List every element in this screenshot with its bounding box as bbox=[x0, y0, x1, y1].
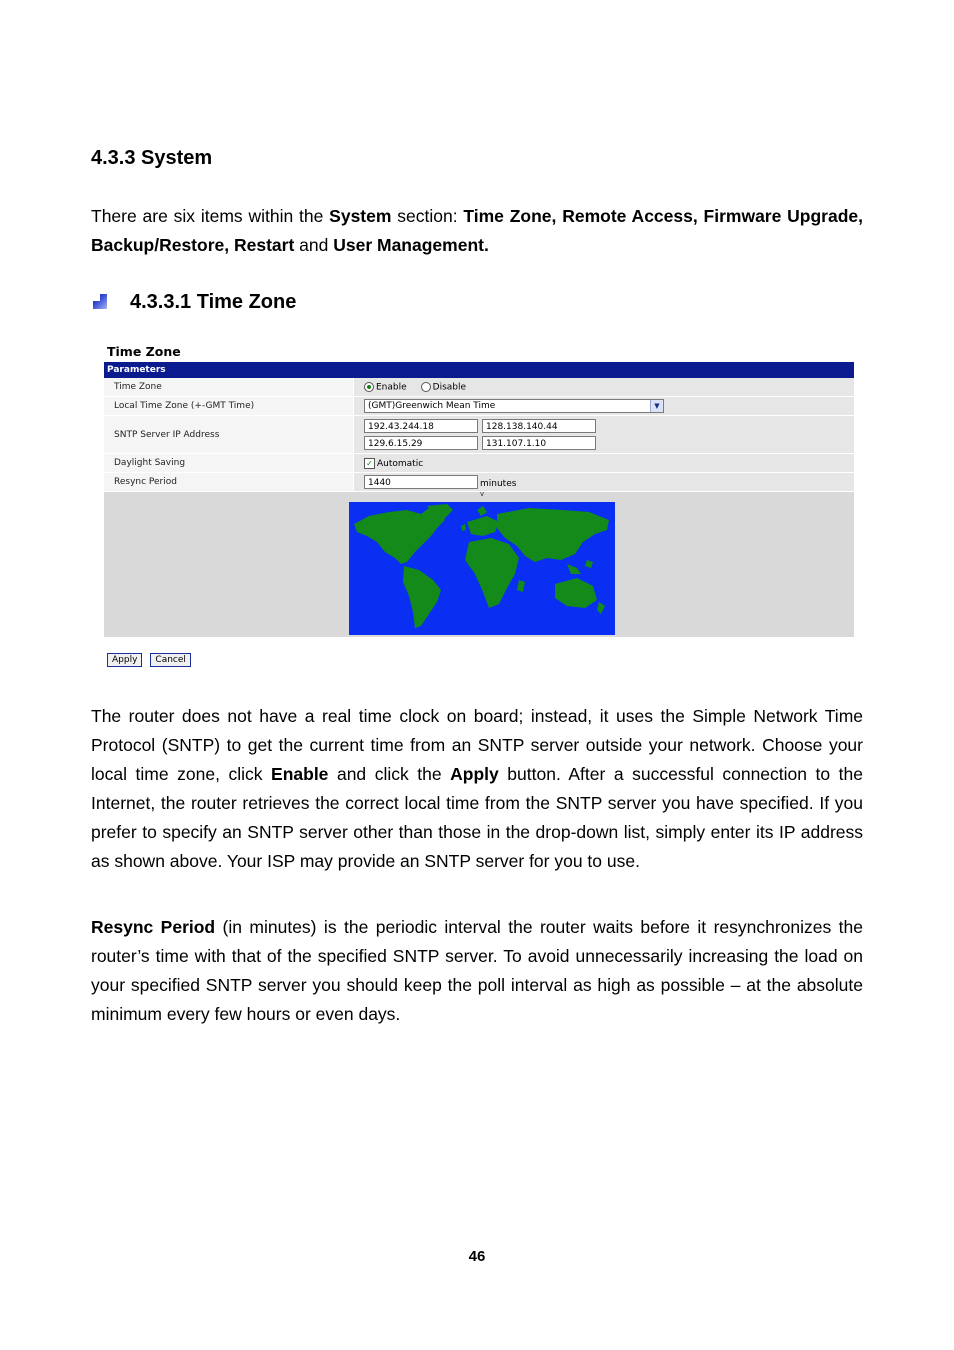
intro-paragraph bbox=[91, 202, 863, 260]
sntp-server-row bbox=[104, 416, 854, 454]
enable-radio-label: Enable bbox=[376, 382, 407, 393]
parameters-header: Parameters bbox=[104, 362, 854, 378]
resync-period-row bbox=[104, 473, 854, 492]
sntp-server-4-input[interactable]: 131.107.1.10 bbox=[482, 436, 596, 450]
resync-unit: minutes bbox=[480, 479, 517, 489]
checkmark-icon: ✓ bbox=[364, 458, 375, 469]
p1-text-a: The router does not have a real time clock on board; instead, it uses the Simple Network Time Protocol (SNTP) to get the current time from an SNTP server outside your network. Choose your local time zone, click bbox=[91, 706, 863, 784]
sntp-paragraph bbox=[91, 702, 863, 876]
p1-text-c: button. After a successful connection to the Internet, the router retrieves the correct local time from the SNTP server you have specified. If you prefer to specify an SNTP server other than those in the drop-down list, simply enter its IP address as shown above. Your ISP may provide an SNTP server for you to use. bbox=[91, 764, 864, 871]
sntp-server-3-input[interactable]: 129.6.15.29 bbox=[364, 436, 478, 450]
time-zone-screenshot bbox=[104, 342, 854, 637]
p2-resync-term: Resync Period bbox=[91, 917, 216, 937]
disable-radio-label: Disable bbox=[432, 382, 467, 393]
section-heading: 4.3.3 System bbox=[91, 147, 213, 169]
p1-enable-term: Enable bbox=[271, 764, 329, 784]
p1-apply-term: Apply bbox=[450, 764, 499, 784]
p1-text-b: and click the bbox=[328, 764, 451, 784]
sntp-server-label: SNTP Server IP Address bbox=[104, 416, 354, 453]
time-zone-row bbox=[104, 378, 854, 397]
automatic-checkbox[interactable] bbox=[364, 458, 423, 469]
heading-bullet-icon bbox=[93, 294, 107, 309]
resync-period-input[interactable]: 1440 bbox=[364, 475, 478, 489]
radio-selected-icon bbox=[364, 382, 374, 392]
local-time-zone-value: (GMT)Greenwich Mean Time bbox=[368, 401, 496, 411]
radio-unselected-icon bbox=[421, 382, 431, 392]
subsection-heading: 4.3.3.1 Time Zone bbox=[130, 291, 297, 313]
form-buttons bbox=[107, 653, 191, 667]
time-zone-label: Time Zone bbox=[104, 378, 354, 396]
local-time-zone-row bbox=[104, 397, 854, 416]
disable-radio[interactable] bbox=[421, 382, 466, 393]
p2-text: (in minutes) is the periodic interval the router waits before it resynchronizes the router’s time with that of the specified SNTP server. To avoid unnecessarily increasing the load on your specified SNTP server you should keep the poll interval as high as possible – at the absolute minimum every few hours or even days. bbox=[91, 917, 864, 1024]
local-time-zone-label: Local Time Zone (+-GMT Time) bbox=[104, 397, 354, 415]
page-number: 46 bbox=[468, 1248, 486, 1265]
map-marker: v bbox=[480, 490, 485, 498]
screenshot-title: Time Zone bbox=[107, 344, 181, 359]
daylight-saving-label: Daylight Saving bbox=[104, 454, 354, 472]
intro-system-term: System bbox=[329, 206, 392, 226]
sntp-server-2-input[interactable]: 128.138.140.44 bbox=[482, 419, 596, 433]
enable-radio[interactable] bbox=[364, 382, 407, 393]
sntp-server-1-input[interactable]: 192.43.244.18 bbox=[364, 419, 478, 433]
resync-paragraph bbox=[91, 913, 863, 1029]
intro-items-list: Time Zone, Remote Access, Firmware Upgrade, Backup/Restore, Restart bbox=[91, 206, 864, 255]
world-map-panel bbox=[104, 492, 854, 637]
automatic-checkbox-label: Automatic bbox=[377, 458, 424, 469]
daylight-saving-row bbox=[104, 454, 854, 473]
apply-button[interactable]: Apply bbox=[107, 653, 142, 667]
intro-prefix: There are six items within the bbox=[91, 206, 330, 226]
cancel-button[interactable]: Cancel bbox=[150, 653, 191, 667]
world-map[interactable] bbox=[349, 502, 615, 635]
resync-period-label: Resync Period bbox=[104, 473, 354, 491]
chevron-down-icon[interactable]: ▼ bbox=[650, 400, 663, 412]
intro-mid: section: bbox=[391, 206, 464, 226]
intro-last-item: User Management. bbox=[333, 235, 489, 255]
local-time-zone-select[interactable] bbox=[364, 399, 664, 413]
intro-and: and bbox=[294, 235, 334, 255]
